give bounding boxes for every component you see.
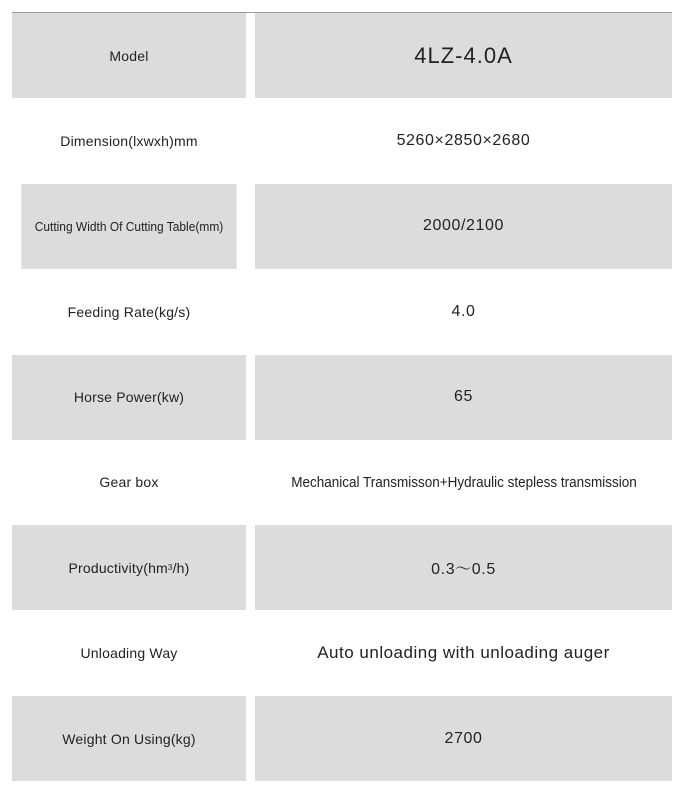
spec-row-productivity: [12, 525, 672, 610]
spec-label-suffix: /h): [172, 559, 190, 576]
spec-row-unloading-way: [12, 611, 672, 696]
spec-label: Productivity(hm 3 /h): [12, 525, 246, 610]
spec-label: Model: [12, 13, 246, 98]
spec-row-horse-power: [12, 355, 672, 440]
spec-row-weight: [12, 696, 672, 781]
spec-label: Horse Power(kw): [12, 355, 246, 440]
spec-label-prefix: Productivity(hm: [68, 559, 168, 576]
spec-value: 2700: [255, 696, 672, 781]
spec-value: 5260×2850×2680: [396, 131, 531, 149]
spec-value: Auto unloading with unloading auger: [317, 643, 610, 663]
spec-label: Dimension(lxwxh)mm: [60, 132, 198, 149]
spec-table: [12, 13, 672, 782]
spec-label: Weight On Using(kg): [12, 696, 246, 781]
spec-value: 4.0: [451, 302, 476, 320]
spec-value: [255, 440, 672, 525]
spec-label: Feeding Rate(kg/s): [67, 303, 191, 320]
spec-row-gear-box: [12, 440, 672, 525]
spec-value: 2000/2100: [255, 184, 672, 269]
spec-row-feeding-rate: [12, 269, 672, 354]
spec-label: Cutting Width Of Cutting Table(mm): [21, 184, 236, 269]
spec-row-cutting-width: [12, 184, 672, 269]
spec-value-text: Mechanical Transmisson+Hydraulic stepless transmission: [290, 473, 637, 491]
spec-value: 4LZ-4.0A: [255, 13, 672, 98]
spec-row-model: [12, 13, 672, 98]
spec-row-dimension: [12, 98, 672, 183]
spec-value: 65: [255, 355, 672, 440]
spec-value: 0.3～0.5: [255, 525, 672, 610]
spec-label: Gear box: [99, 474, 159, 491]
spec-label: Unloading Way: [80, 645, 178, 662]
